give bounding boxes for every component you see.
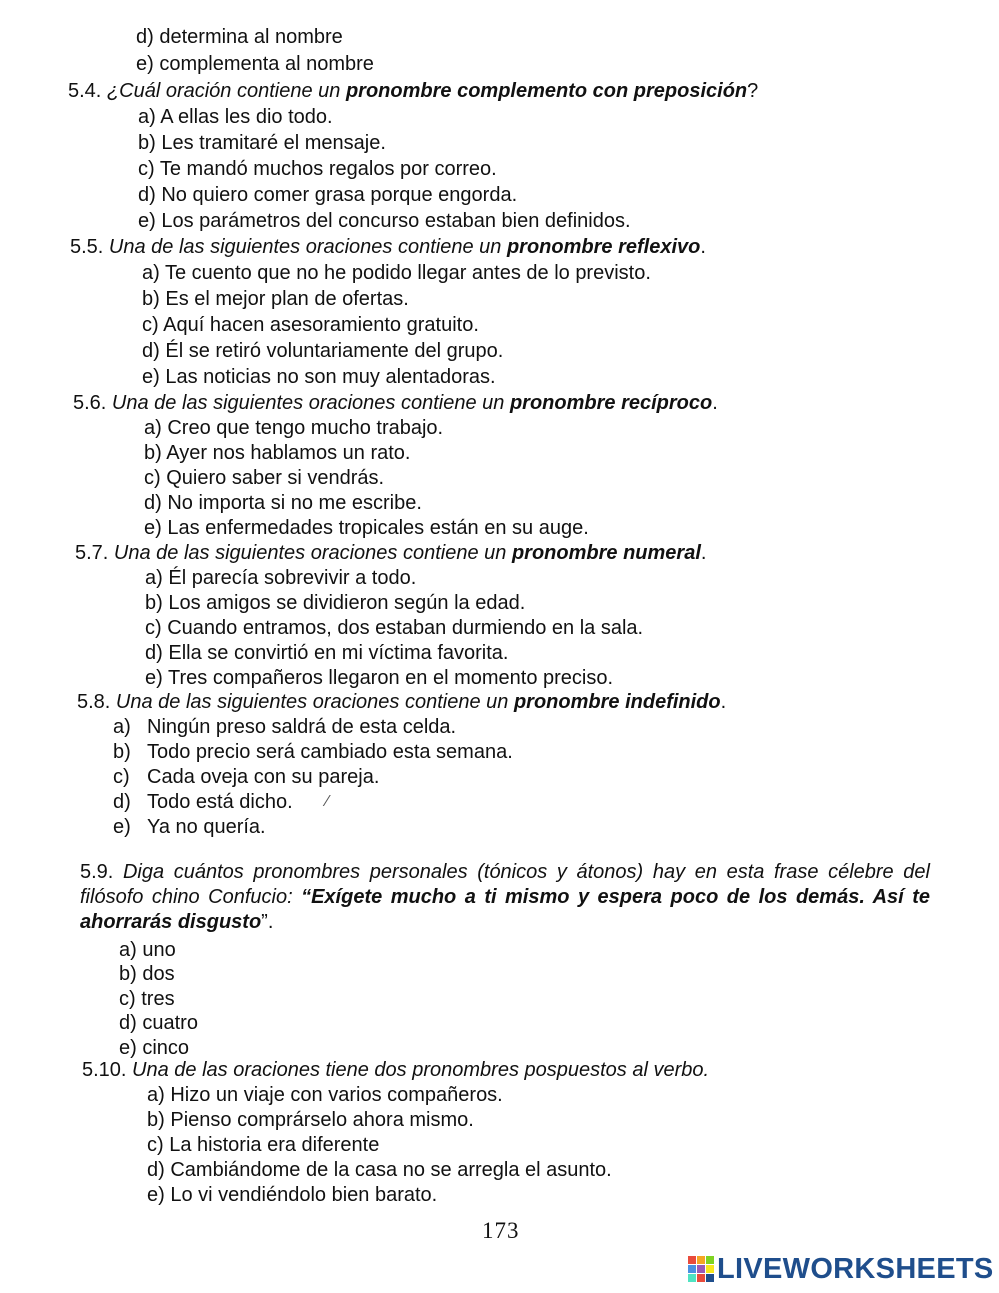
option-5-5-d: d) Él se retiró voluntariamente del grupo. [142,340,504,362]
option-5-4-a: a) A ellas les dio todo. [138,106,333,128]
option-5-7-d: d) Ella se convirtió en mi víctima favorita. [145,642,509,664]
option-5-8-d: d) Todo está dicho. [113,791,293,813]
logo-grid-icon [688,1256,714,1282]
option-5-9-b: b) dos [119,963,175,985]
option-5-10-e: e) Lo vi vendiéndolo bien barato. [147,1184,438,1206]
option-5-10-c: c) La historia era diferente [147,1134,380,1156]
option-5-4-d: d) No quiero comer grasa porque engorda. [138,184,518,206]
logo-grid-cell [688,1265,696,1273]
option-5-10-d: d) Cambiándome de la casa no se arregla el asunto. [147,1159,612,1181]
option-5-10-a: a) Hizo un viaje con varios compañeros. [147,1084,503,1106]
option-5-6-a: a) Creo que tengo mucho trabajo. [144,417,444,439]
option-5-3-d: d) determina al nombre [136,26,343,48]
option-5-3-e: e) complementa al nombre [136,53,374,75]
option-5-7-e: e) Tres compañeros llegaron en el momento preciso. [145,667,614,689]
option-5-8-c: c) Cada oveja con su pareja. [113,766,380,788]
question-5-9: 5.9. Diga cuántos pronombres personales (tónicos y átonos) hay en esta frase célebre del filósofo chino Confucio: “Exígete mucho a ti mismo y espera poco de los demás. Así te ahorrarás disgusto”. [80,861,930,933]
pen-mark: ⁄ [326,793,329,810]
liveworksheets-logo[interactable] [688,1252,994,1286]
option-5-8-a: a) Ningún preso saldrá de esta celda. [113,716,457,738]
logo-text: LIVEWORKSHEETS [717,1252,994,1285]
question-5-7: 5.7. Una de las siguientes oraciones contiene un pronombre numeral. [75,542,707,564]
logo-grid-cell [688,1274,696,1282]
option-5-9-e: e) cinco [119,1037,190,1059]
question-5-4: 5.4. ¿Cuál oración contiene un pronombre complemento con preposición? [68,80,759,102]
logo-grid-cell [697,1274,705,1282]
option-5-4-e: e) Los parámetros del concurso estaban bien definidos. [138,210,631,232]
option-5-7-b: b) Los amigos se dividieron según la edad. [145,592,526,614]
logo-grid-cell [697,1265,705,1273]
option-5-6-c: c) Quiero saber si vendrás. [144,467,385,489]
logo-grid-cell [706,1256,714,1264]
option-5-9-c: c) tres [119,988,175,1010]
question-5-8: 5.8. Una de las siguientes oraciones contiene un pronombre indefinido. [77,691,727,713]
option-5-9-a: a) uno [119,939,176,961]
logo-grid-cell [706,1274,714,1282]
option-5-6-d: d) No importa si no me escribe. [144,492,422,514]
option-5-5-e: e) Las noticias no son muy alentadoras. [142,366,496,388]
option-5-8-e: e) Ya no quería. [113,816,266,838]
logo-grid-cell [688,1256,696,1264]
option-5-4-c: c) Te mandó muchos regalos por correo. [138,158,497,180]
option-5-5-a: a) Te cuento que no he podido llegar antes de lo previsto. [142,262,651,284]
question-5-5: 5.5. Una de las siguientes oraciones contiene un pronombre reflexivo. [70,236,706,258]
option-5-10-b: b) Pienso comprárselo ahora mismo. [147,1109,474,1131]
option-5-4-b: b) Les tramitaré el mensaje. [138,132,386,154]
option-5-6-b: b) Ayer nos hablamos un rato. [144,442,411,464]
question-5-10: 5.10. Una de las oraciones tiene dos pronombres pospuestos al verbo. [82,1059,710,1081]
option-5-8-b: b) Todo precio será cambiado esta semana. [113,741,513,763]
question-5-6: 5.6. Una de las siguientes oraciones contiene un pronombre recíproco. [73,392,718,414]
option-5-7-c: c) Cuando entramos, dos estaban durmiendo en la sala. [145,617,644,639]
logo-grid-cell [697,1256,705,1264]
option-5-5-c: c) Aquí hacen asesoramiento gratuito. [142,314,479,336]
option-5-6-e: e) Las enfermedades tropicales están en su auge. [144,517,589,539]
logo-grid-cell [706,1265,714,1273]
option-5-7-a: a) Él parecía sobrevivir a todo. [145,567,417,589]
option-5-5-b: b) Es el mejor plan de ofertas. [142,288,409,310]
page-number: 173 [482,1218,520,1243]
option-5-9-d: d) cuatro [119,1012,198,1034]
